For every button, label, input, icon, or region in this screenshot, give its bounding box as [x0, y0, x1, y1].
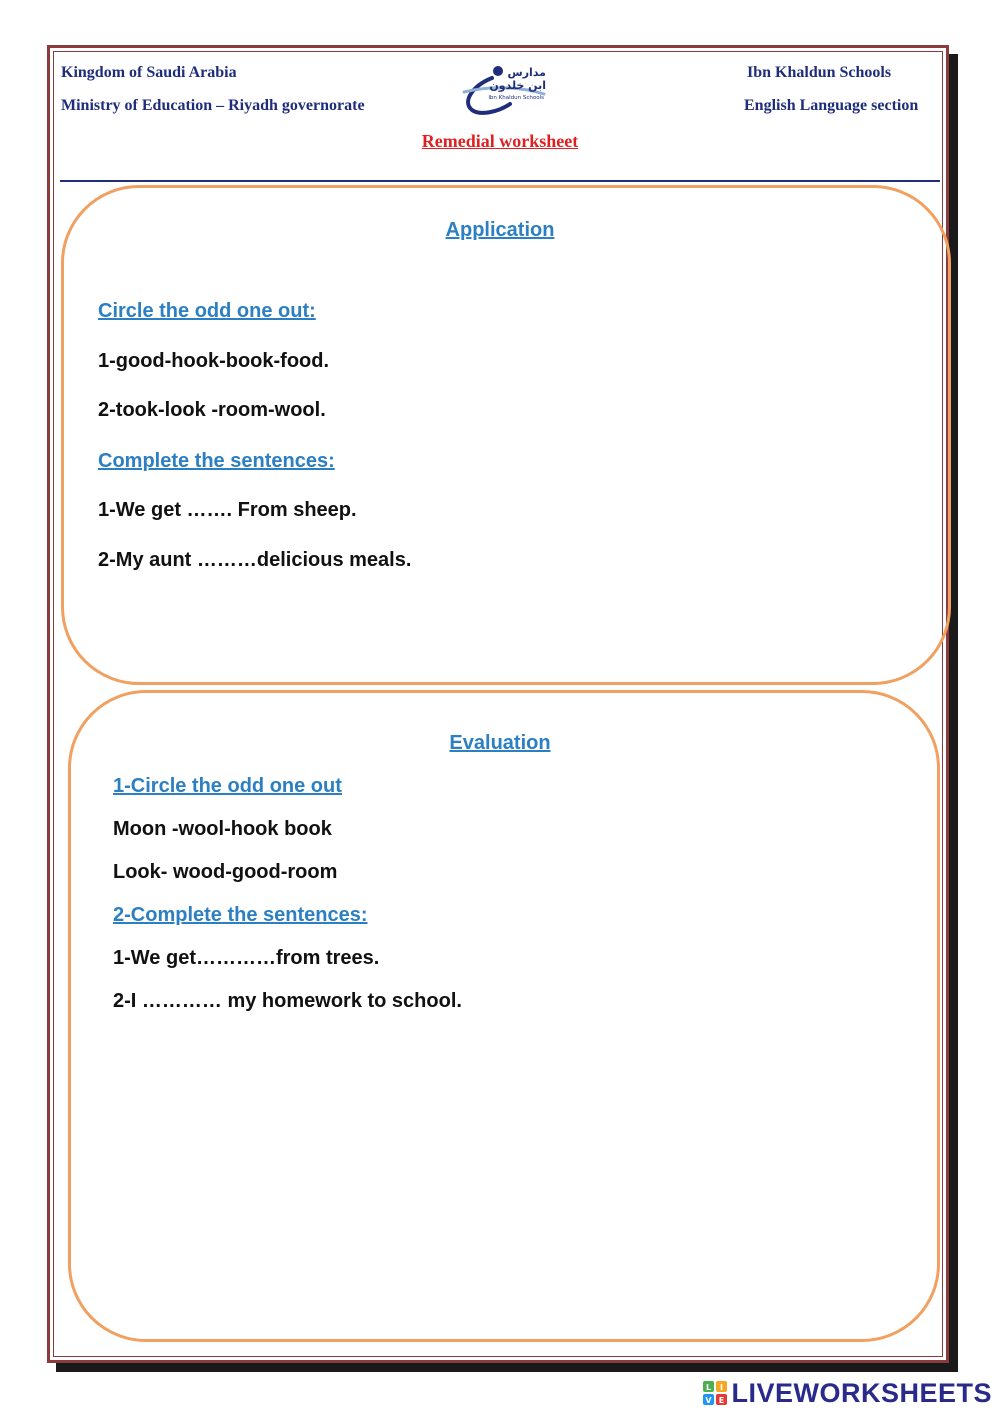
- application-circle-item-2[interactable]: 2-took-look -room-wool.: [98, 399, 326, 421]
- svg-text:L: L: [706, 1383, 712, 1392]
- header-ministry: Ministry of Education – Riyadh governorate: [61, 97, 365, 114]
- svg-text:V: V: [705, 1396, 713, 1405]
- application-title: Application: [445, 219, 555, 241]
- header-school: Ibn Khaldun Schools: [747, 64, 892, 81]
- application-complete-heading: Complete the sentences:: [98, 450, 335, 472]
- header-department: English Language section: [744, 97, 919, 114]
- application-circle-heading: Circle the odd one out:: [98, 300, 316, 322]
- header-country: Kingdom of Saudi Arabia: [61, 64, 237, 81]
- evaluation-complete-item-2[interactable]: 2-I ………… my homework to school.: [113, 990, 462, 1012]
- logo-arabic-line-1: مدارس: [507, 66, 546, 79]
- liveworksheets-brand[interactable]: [703, 1376, 992, 1410]
- application-box: [61, 185, 951, 685]
- svg-text:I: I: [720, 1383, 724, 1392]
- evaluation-complete-item-1[interactable]: 1-We get…………from trees.: [113, 947, 380, 969]
- application-complete-item-2[interactable]: 2-My aunt ………delicious meals.: [98, 549, 412, 571]
- logo-dot: [493, 66, 503, 76]
- evaluation-circle-heading: 1-Circle the odd one out: [113, 775, 342, 797]
- application-complete-item-1[interactable]: 1-We get ……. From sheep.: [98, 499, 357, 521]
- header-divider: [60, 180, 940, 182]
- worksheet-title: Remedial worksheet: [421, 131, 579, 151]
- application-circle-item-1[interactable]: 1-good-hook-book-food.: [98, 350, 330, 372]
- svg-text:E: E: [719, 1396, 725, 1405]
- logo-english-text: Ibn Khaldun Schools: [488, 95, 544, 101]
- evaluation-complete-heading: 2-Complete the sentences:: [113, 904, 368, 926]
- liveworksheets-logo-icon: [703, 1381, 727, 1405]
- evaluation-title: Evaluation: [449, 732, 551, 754]
- evaluation-circle-item-1[interactable]: Moon -wool-hook book: [113, 818, 332, 840]
- logo-arabic-line-2: ابن خلدون: [489, 79, 546, 92]
- liveworksheets-wordmark: LIVEWORKSHEETS: [731, 1377, 992, 1408]
- evaluation-circle-item-2[interactable]: Look- wood-good-room: [113, 861, 338, 883]
- school-logo: [458, 62, 550, 120]
